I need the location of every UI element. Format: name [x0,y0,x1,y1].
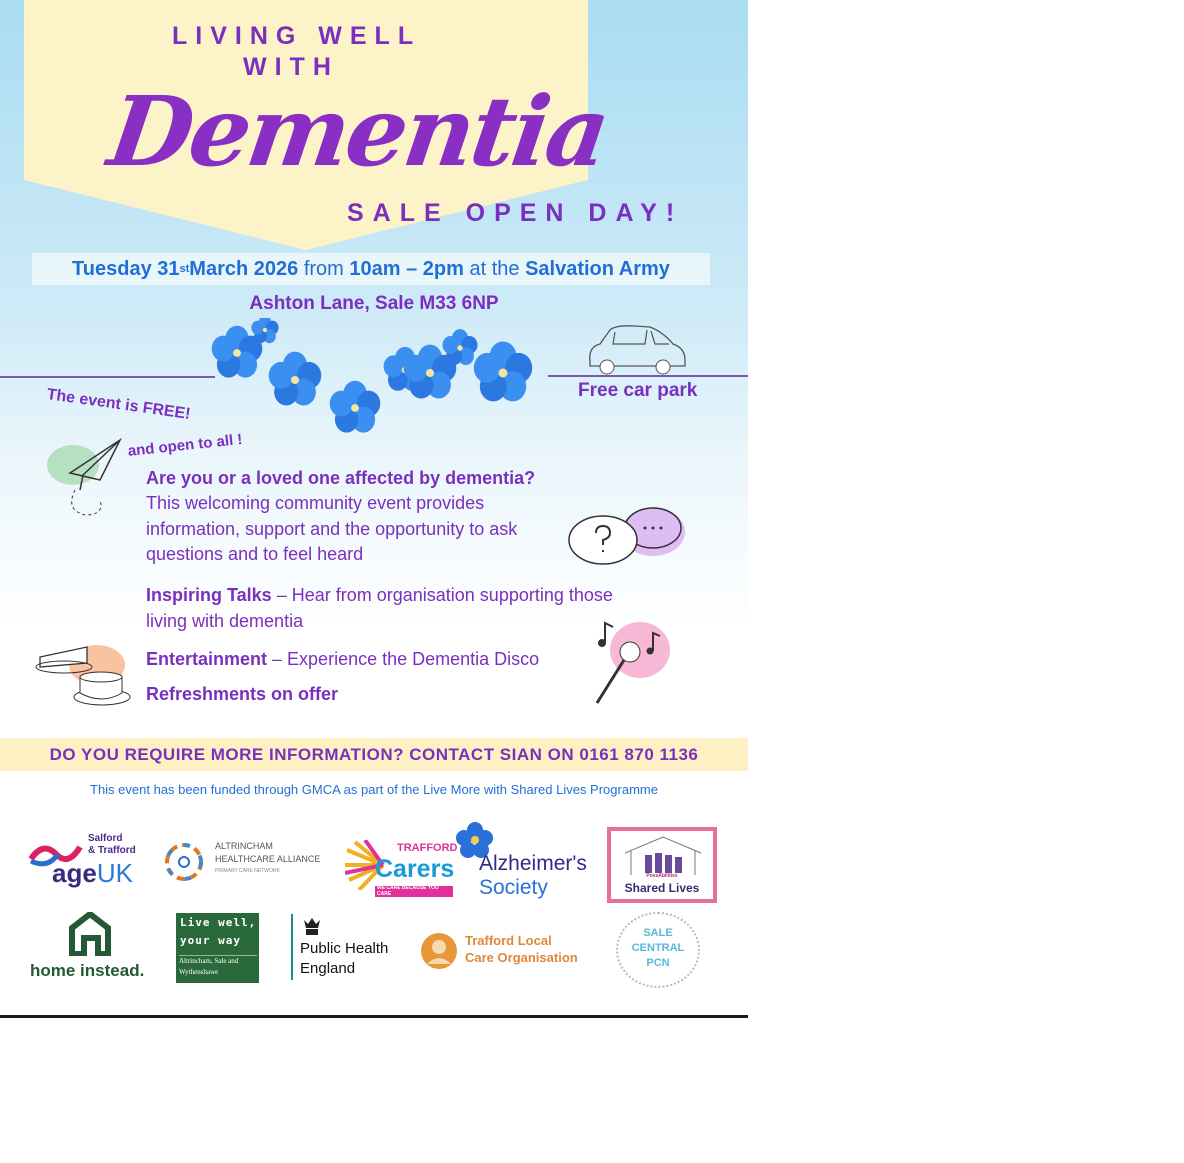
shared-lives-top: PossAbilities [646,873,678,879]
contact-text: DO YOU REQUIRE MORE INFORMATION? CONTACT SIAN ON [49,744,580,764]
header-line-1: LIVING WELL [172,22,422,50]
car-icon [585,322,690,377]
contact-phone[interactable]: 0161 870 1136 [579,744,699,764]
event-at: at the [463,257,526,280]
alzheimers-line-1: Alzheimer's [479,852,587,875]
pcn-line-1: SALE [643,927,673,939]
talks-label: Inspiring Talks [146,585,272,605]
home-instead-text: home instead. [30,961,145,980]
contact-bar [0,738,748,771]
age-uk-uk: UK [96,858,133,888]
entertainment-text [146,647,626,673]
header-subtitle: SALE OPEN DAY! [347,199,684,227]
alzheimers-society-logo [455,820,600,900]
home-instead-logo [28,912,156,982]
event-day-suffix: st [179,263,190,275]
alzheimers-line-2: Society [479,876,548,899]
cake-and-coffee-icon [32,625,137,713]
event-date-bar [32,253,710,285]
talks-text [146,583,626,634]
refreshments-text: Refreshments on offer [146,684,339,704]
dementia-question: Are you or a loved one affected by dementia? [146,468,536,488]
shared-lives-logo [607,827,717,903]
trafford-local-care-organisation-logo [420,931,600,971]
entertainment-description: – Experience the Dementia Disco [267,649,540,669]
free-car-park-text: Free car park [578,380,698,401]
person-circle-icon [420,932,458,970]
house-people-icon [623,835,703,875]
pcn-line-2: CENTRAL [631,942,685,954]
alliance-circle-icon [160,838,208,886]
event-venue: Salvation Army [525,257,670,280]
trafford-carers-logo [345,834,458,898]
livewell-line-1: Live well, [180,916,257,929]
event-day: Tuesday 31 [72,257,180,280]
forget-me-not-flowers-icon [195,318,555,453]
flower [474,342,532,402]
speech-bubbles-icon [563,500,693,570]
event-month-year: March 2026 [189,257,299,280]
age-uk-age: age [52,858,97,888]
alliance-line-3: PRIMARY CARE NETWORK [215,868,280,874]
open-to-all-text: and open to all ! [127,430,244,460]
page-divider [0,1015,748,1018]
funding-note: This event has been funded through GMCA as part of the Live More with Shared Lives Programme [90,782,658,797]
royal-crest-icon [301,916,323,936]
event-from: from [298,257,350,280]
age-uk-top: Salford [88,833,123,844]
sale-central-pcn-logo [616,912,700,988]
alliance-line-2: HEALTHCARE ALLIANCE [215,854,321,864]
tlco-line-2: Care Organisation [465,950,578,965]
public-health-england-logo [291,914,406,980]
carers-top: TRAFFORD [397,842,458,854]
altrincham-healthcare-alliance-logo [160,838,340,886]
talks-description: – Hear from organisation supporting those living with dementia [146,585,613,631]
pcn-line-3: PCN [646,957,670,969]
carers-tagline: WE CARE BECAUSE YOU CARE [375,886,453,897]
header-line-2: WITH [243,53,339,81]
home-icon [68,912,112,956]
livewell-line-3: Altrincham, Sale and Wythenshawe [179,955,257,978]
alliance-line-1: ALTRINCHAM [215,841,273,851]
livewell-line-2: your way [180,934,241,947]
event-time: 10am – 2pm [349,257,464,280]
live-well-your-way-logo [176,913,259,983]
paper-plane-icon [45,435,125,520]
age-uk-logo [28,833,143,891]
microphone-music-icon [585,615,675,710]
free-event-text: The event is FREE! [45,386,192,424]
flower [251,318,278,343]
flower [442,329,477,365]
carers-main: Carers [375,855,455,883]
flower [269,352,322,406]
phe-line-2: England [300,960,356,977]
divider-left [0,376,215,378]
age-uk-mid: & Trafford [88,845,136,856]
phe-line-1: Public Health [300,940,389,957]
shared-lives-main: Shared Lives [624,881,700,895]
tlco-line-1: Trafford Local [465,933,552,948]
entertainment-label: Entertainment [146,649,268,669]
event-address: Ashton Lane, Sale M33 6NP [249,293,499,314]
header-title: Dementia [102,75,614,188]
event-description: This welcoming community event provides information, support and the opportunity to ask questions and to feel heard [146,493,518,564]
flower [330,381,381,433]
